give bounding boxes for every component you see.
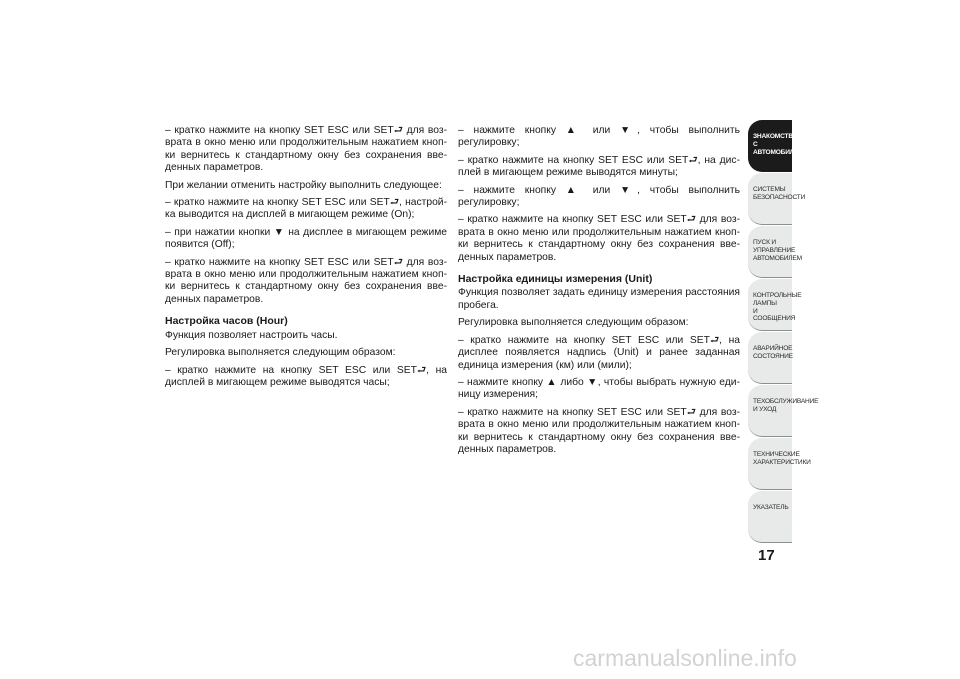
chapter-tabs <box>748 120 819 543</box>
left-paragraph-2: При желании отменить настройку выполнить следующее: <box>165 179 442 191</box>
chapter-tab-emergency[interactable]: АВАРИЙНОЕ СОСТОЯНИЕ <box>748 332 792 384</box>
left-paragraph-7: Регулировка выполняется следующим образом: <box>165 347 396 359</box>
left-paragraph-1: – кратко нажмите на кнопку SET ESC или SET⮐ для возврата в окно меню или продолжительным нажатием кнопки вернитесь к стандартному окну без сохранения введенных параметров. <box>165 125 447 174</box>
left-paragraph-8: – кратко нажмите на кнопку SET ESC или SET⮐, на дисплей в мигающем режиме выводятся часы; <box>165 364 447 388</box>
left-paragraph-5: – кратко нажмите на кнопку SET ESC или SET⮐ для возврата в окно меню или продолжительным нажатием кнопки вернитесь к стандартному окну без сохранения введенных параметров. <box>165 256 447 305</box>
chapter-tab-warning-lights[interactable]: КОНТРОЛЬНЫЕ ЛАМПЫ И СООБЩЕНИЯ <box>748 279 792 331</box>
right-paragraph-2: – кратко нажмите на кнопку SET ESC или SET⮐, на дисплей в мигающем режиме выводятся минуты; <box>458 154 740 179</box>
left-column <box>165 125 447 394</box>
right-paragraph-1: – нажмите кнопку ▲ или ▼, чтобы выполнить регулировку; <box>458 125 740 149</box>
left-paragraph-6: Функция позволяет настроить часы. <box>165 329 338 341</box>
chapter-tab-safety[interactable]: СИСТЕМЫ БЕЗОПАСНОСТИ <box>748 173 792 225</box>
section-heading-hour: Настройка часов (Hour) <box>165 315 288 328</box>
page-number: 17 <box>758 547 775 564</box>
right-paragraph-8: – нажмите кнопку ▲ либо ▼, чтобы выбрать нужную единицу измерения; <box>458 376 740 401</box>
chapter-tab-driving[interactable]: ПУСК И УПРАВЛЕНИЕ АВТОМОБИЛЕМ <box>748 226 792 278</box>
right-column <box>458 125 740 461</box>
right-paragraph-4: – кратко нажмите на кнопку SET ESC или SET⮐ для возврата в окно меню или продолжительным нажатием кнопки вернитесь к стандартному окну без сохранения введенных параметров. <box>458 214 740 263</box>
chapter-tab-index[interactable]: УКАЗАТЕЛЬ <box>748 491 792 543</box>
right-paragraph-7: – кратко нажмите на кнопку SET ESC или SET⮐, на дисплее появляется надпись (Unit) и ранее заданная единица измерения (км) или (мили); <box>458 334 740 371</box>
right-paragraph-9: – кратко нажмите на кнопку SET ESC или SET⮐ для возврата в окно меню или продолжительным нажатием кнопки вернитесь к стандартному окну без сохранения введенных параметров. <box>458 406 740 455</box>
left-paragraph-3: – кратко нажмите на кнопку SET ESC или SET⮐, настройка выводится на дисплей в мигающем режиме (On); <box>165 197 447 221</box>
watermark: carmanualsonline.info <box>573 645 797 671</box>
right-paragraph-3: – нажмите кнопку ▲ или ▼, чтобы выполнить регулировку; <box>458 184 740 209</box>
section-heading-unit: Настройка единицы измерения (Unit) <box>458 273 653 286</box>
chapter-tab-maintenance[interactable]: ТЕХОБСЛУЖИВАНИЕ И УХОД <box>748 385 792 437</box>
chapter-tab-specifications[interactable]: ТЕХНИЧЕСКИЕ ХАРАКТЕРИСТИКИ <box>748 438 792 490</box>
right-paragraph-5: Функция позволяет задать единицу измерения расстояния пробега. <box>458 287 740 311</box>
right-paragraph-6: Регулировка выполняется следующим образом: <box>458 317 689 329</box>
left-paragraph-4: – при нажатии кнопки ▼ на дисплее в мигающем режиме появится (Off); <box>165 226 447 251</box>
chapter-tab-intro[interactable]: ЗНАКОМСТВО С АВТОМОБИЛЕМ <box>748 120 792 172</box>
